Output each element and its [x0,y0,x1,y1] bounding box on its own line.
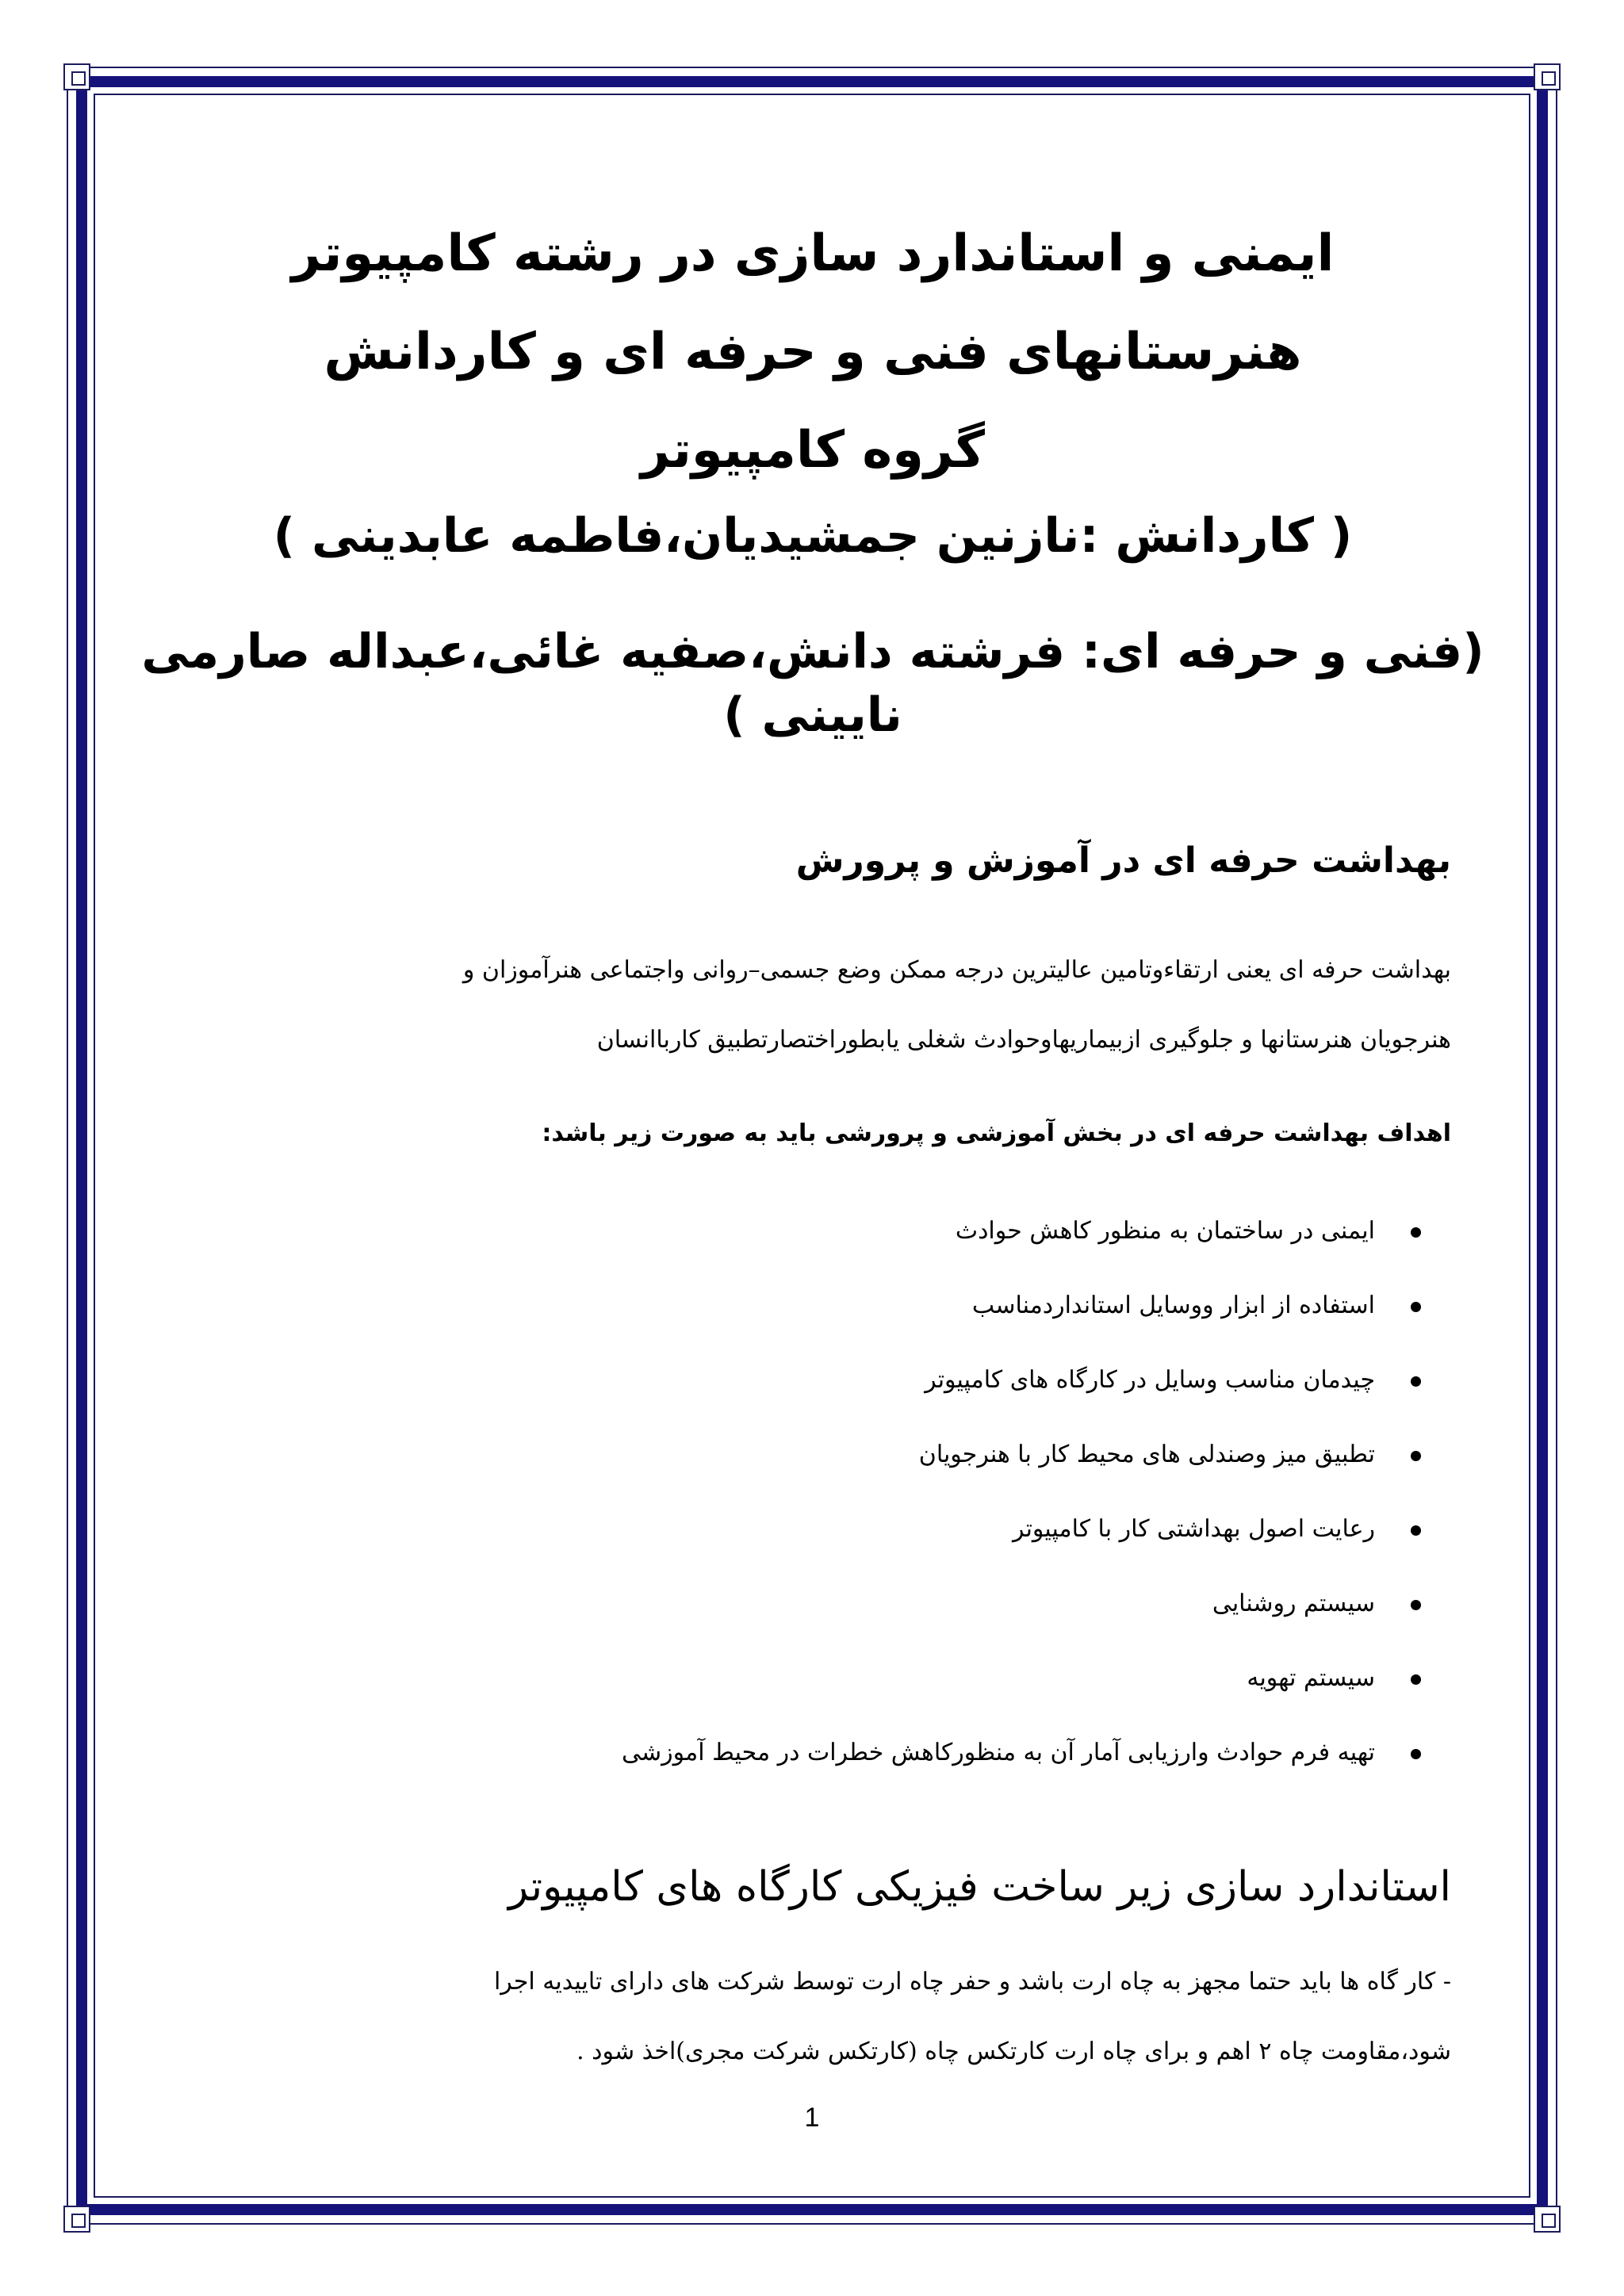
list-item: استفاده از ابزار ووسایل استانداردمناسب [238,1269,1375,1343]
list-item: سیستم تهویه [238,1641,1375,1716]
list-item: تطبیق میز وصندلی های محیط کار با هنرجویان [238,1418,1375,1492]
document-title-line-2: هنرستانهای فنی و حرفه ای و کاردانش [324,323,1302,381]
page-number: 1 [804,2103,820,2133]
section-infrastructure [238,1863,1451,1911]
section-paragraph [238,1947,1451,2087]
section-heading: بهداشت حرفه ای در آموزش و پرورش [795,840,1451,881]
list-item: تهیه فرم حوادث وارزیابی آمار آن به منظورکاهش خطرات در محیط آموزشی [238,1716,1375,1790]
paragraph-line: شود،مقاومت چاه ۲ اهم و برای چاه ارت کارتکس چاه (کارتکس شرکت مجری)اخذ شود . [576,2038,1451,2065]
goals-heading-wrap [238,1119,1451,1147]
list-item: ایمنی در ساختمان به منظور کاهش حوادث [238,1194,1375,1269]
paragraph-line: - کار گاه ها باید حتما مجهز به چاه ارت باشد و حفر چاه ارت توسط شرکت های دارای تاییدیه اجرا [493,1968,1451,1996]
section-occupational-health [238,840,1451,881]
border-corner-ornament [63,63,90,90]
section-paragraph [238,936,1451,1075]
document-title-line-1: ایمنی و استاندارد سازی در رشته کامپیوتر [291,224,1335,283]
authors-kardanesh: ( کاردانش :نازنین جمشیدیان،فاطمه عابدینی ) [273,508,1353,564]
document-title-line-3: گروه کامپیوتر [641,421,985,480]
border-corner-ornament [63,2206,90,2233]
list-item: رعایت اصول بهداشتی کار با کامپیوتر [238,1492,1375,1567]
paragraph-line: هنرجویان هنرستانها و جلوگیری ازبیماریهاوحوادث شغلی یابطوراختصارتطبیق کارباانسان [596,1026,1451,1054]
title-block [127,205,1499,747]
goals-list-wrap [238,1194,1451,1790]
authors-fani: (فنی و حرفه ای: فرشته دانش،صفیه غائی،عبداله صارمی نایینی ) [141,624,1484,743]
paragraph-line: بهداشت حرفه ای یعنی ارتقاءوتامین عالیترین درجه ممکن وضع جسمی–روانی واجتماعی هنرآموزان و [462,956,1451,984]
list-item: چیدمان مناسب وسایل در کارگاه های کامپیوتر [238,1343,1375,1418]
border-corner-ornament [1534,63,1561,90]
border-corner-ornament [1534,2206,1561,2233]
goals-list [238,1194,1451,1790]
section-heading: استاندارد سازی زیر ساخت فیزیکی کارگاه های کامپیوتر [508,1863,1451,1911]
goals-heading: اهداف بهداشت حرفه ای در بخش آموزشی و پرورشی باید به صورت زیر باشد: [542,1119,1451,1147]
list-item: سیستم روشنایی [238,1567,1375,1641]
